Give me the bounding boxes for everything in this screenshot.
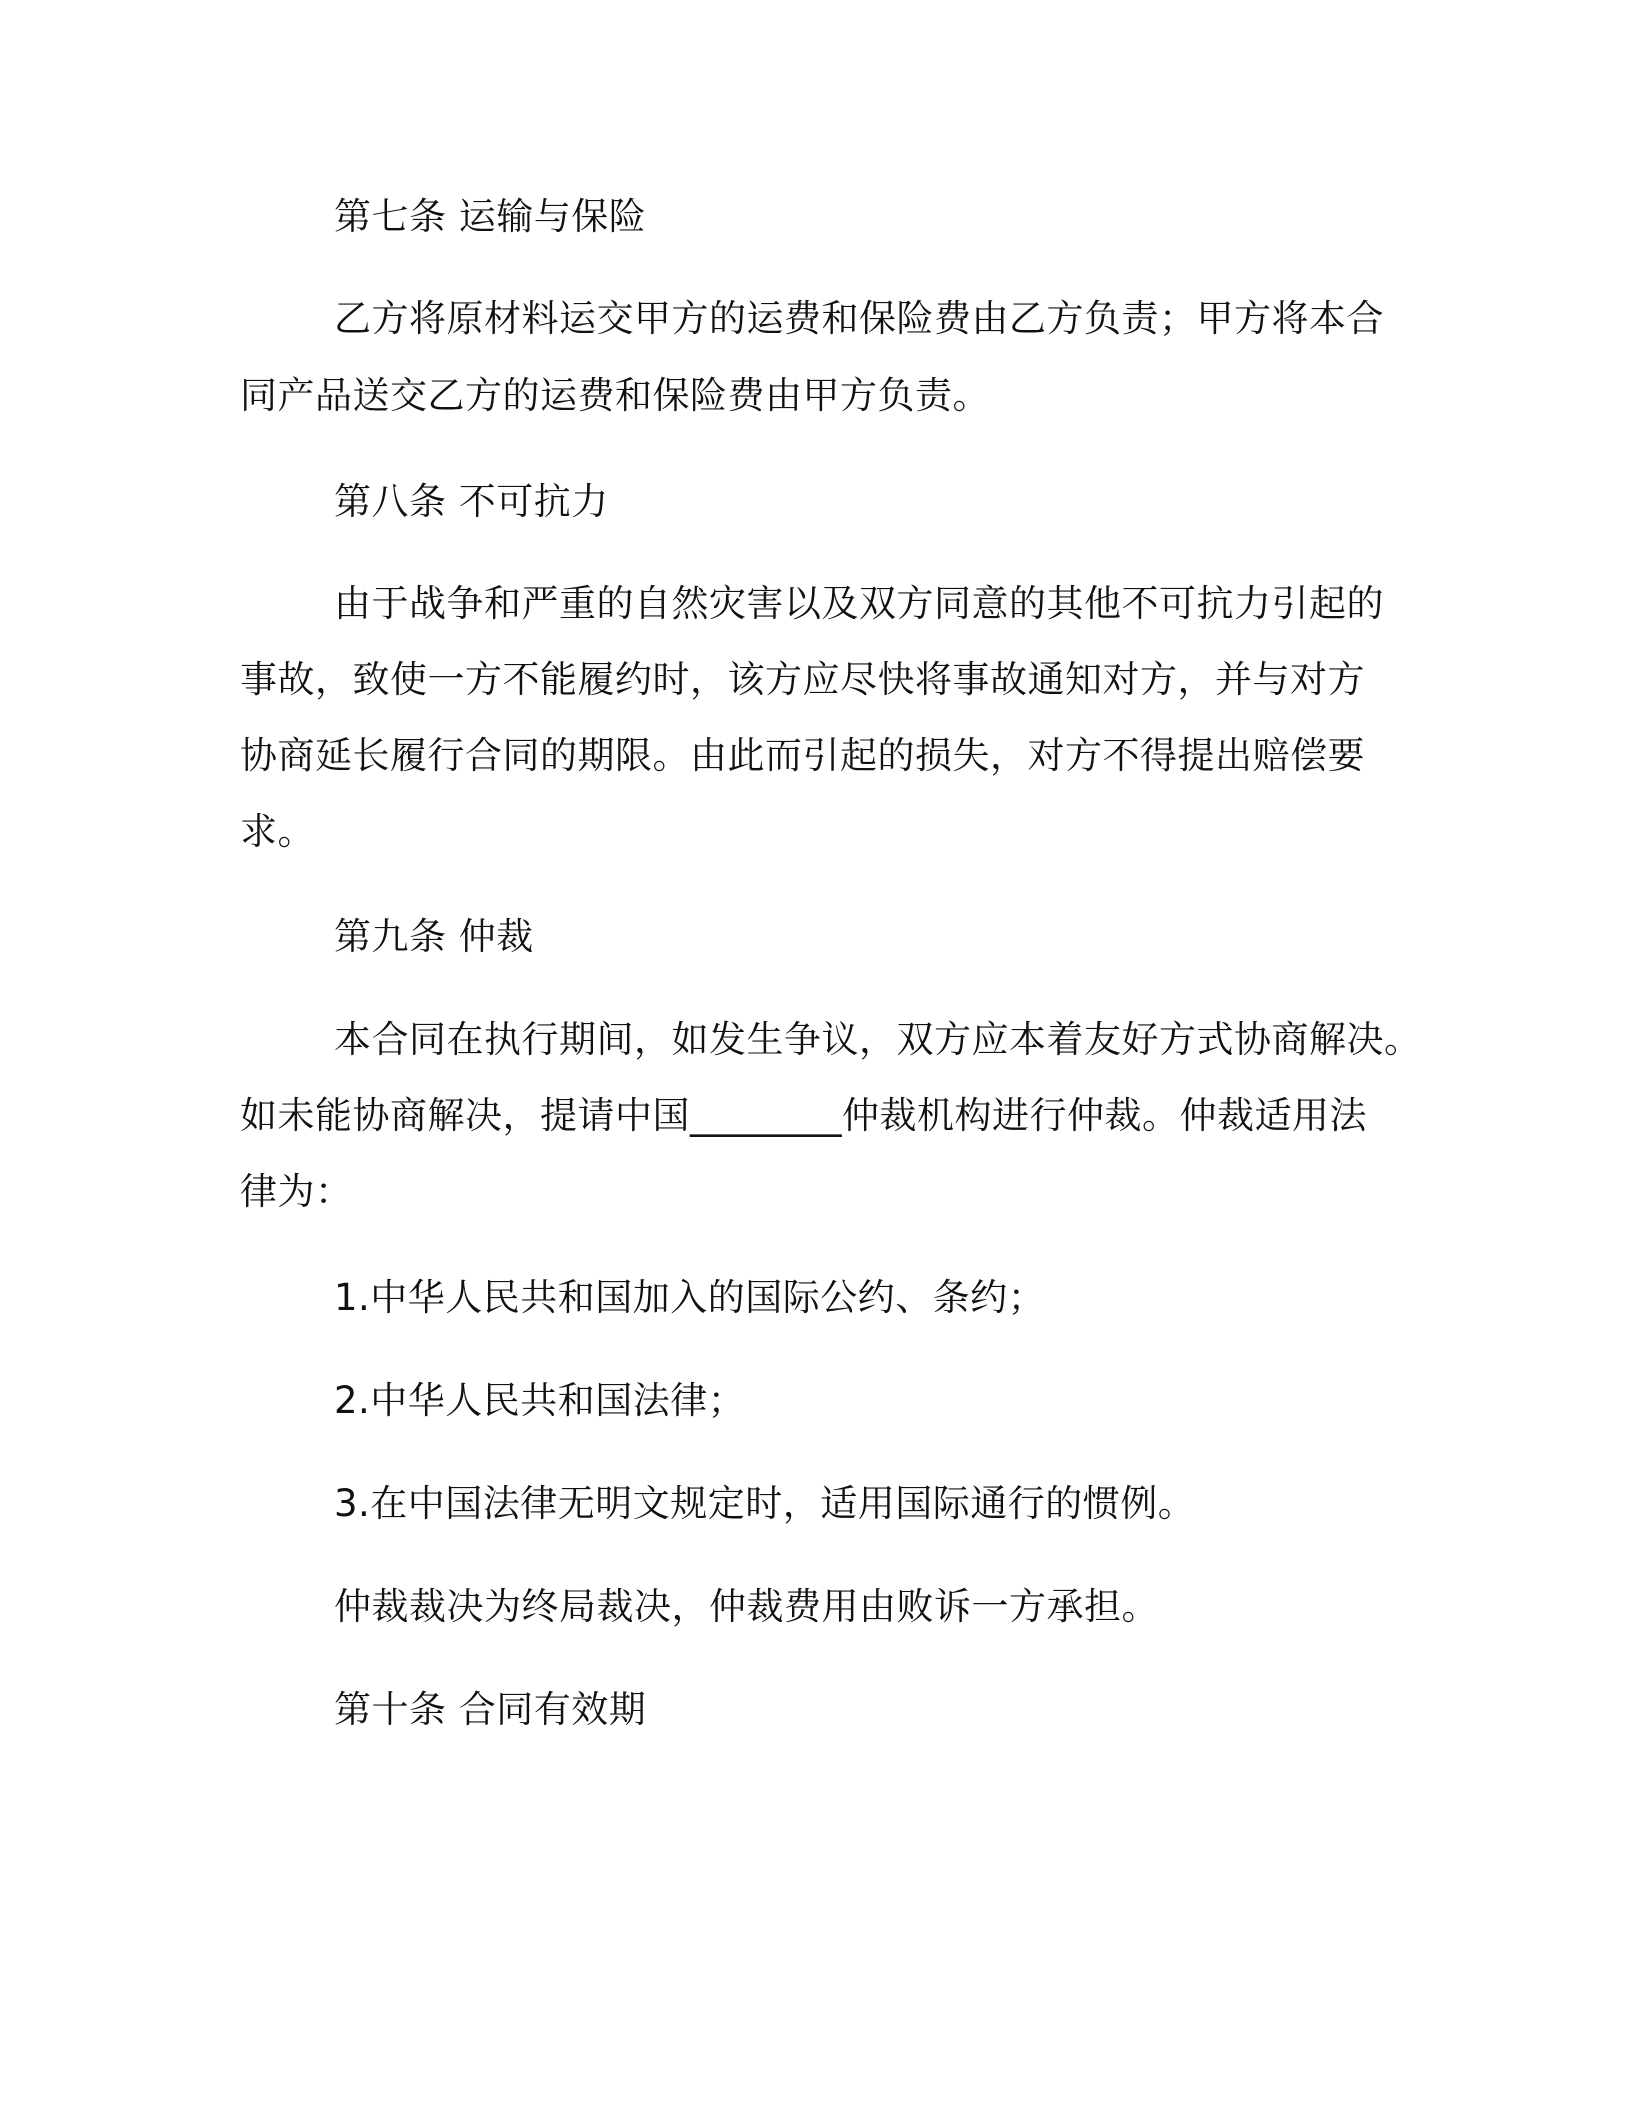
article-9-body-line-1: 本合同在执行期间，如发生争议，双方应本着友好方式协商解决。 [334,1018,1422,1061]
article-7-body-line-1: 乙方将原材料运交甲方的运费和保险费由乙方负责；甲方将本合 [334,297,1384,340]
article-7-heading: 第七条 运输与保险 [334,195,647,238]
article-9-body-line-3: 律为： [240,1170,353,1213]
article-10-heading: 第十条 合同有效期 [334,1688,647,1731]
article-9-closing: 仲裁裁决为终局裁决，仲裁费用由败诉一方承担。 [334,1585,1159,1628]
article-9-heading: 第九条 仲裁 [334,915,534,958]
article-9-list-item-1: 1.中华人民共和国加入的国际公约、条约； [334,1276,1046,1319]
article-9-list-item-2: 2.中华人民共和国法律； [334,1379,746,1422]
article-8-body-line-3: 协商延长履行合同的期限。由此而引起的损失，对方不得提出赔偿要 [240,734,1365,777]
article-8-body-line-2: 事故，致使一方不能履约时，该方应尽快将事故通知对方，并与对方 [240,658,1365,701]
article-8-body-line-4: 求。 [240,810,315,853]
article-7-body-line-2: 同产品送交乙方的运费和保险费由甲方负责。 [240,374,990,417]
article-8-body-line-1: 由于战争和严重的自然灾害以及双方同意的其他不可抗力引起的 [334,582,1384,625]
article-8-heading: 第八条 不可抗力 [334,480,609,523]
article-9-list-item-3: 3.在中国法律无明文规定时，适用国际通行的惯例。 [334,1482,1196,1525]
article-9-body-line-2: 如未能协商解决，提请中国________仲裁机构进行仲裁。仲裁适用法 [240,1094,1367,1137]
